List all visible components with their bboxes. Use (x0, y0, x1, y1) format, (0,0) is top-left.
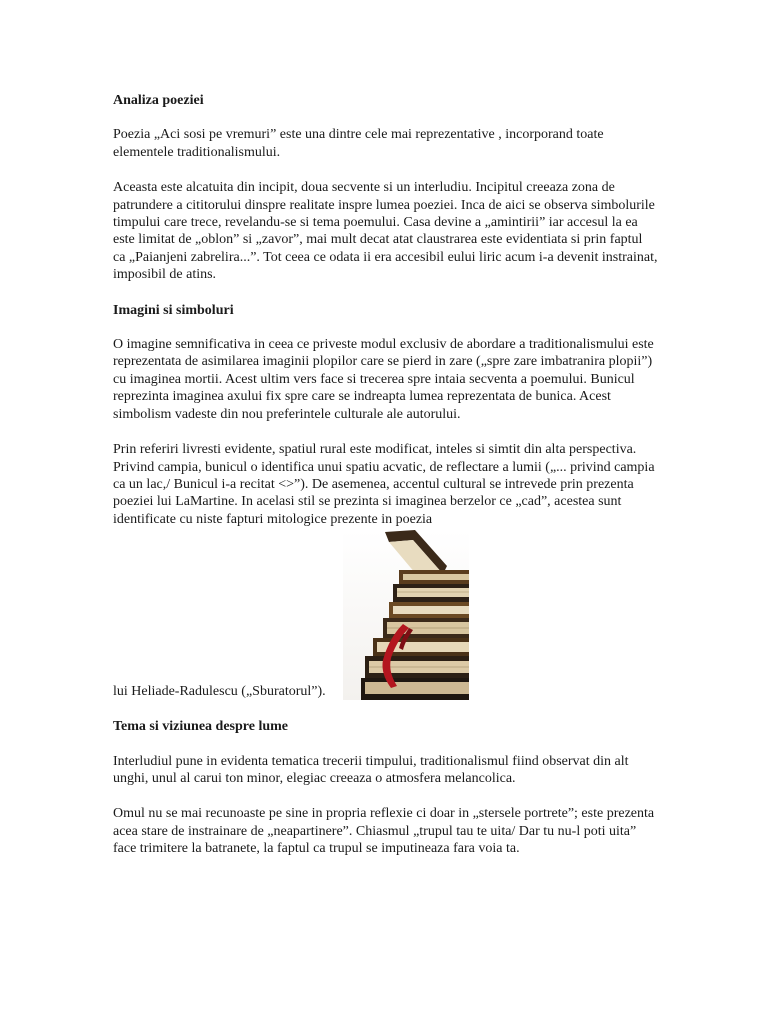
intro-paragraph: Poezia „Aci sosi pe vremuri” este una dintre cele mai reprezentative , incorporand toate elementele traditionalismului. (113, 127, 604, 160)
imagini-paragraph-2-tail: lui Heliade-Radulescu („Sburatorul”). (113, 683, 326, 699)
imagini-paragraph-2: Prin referiri livresti evidente, spatiul rural este modificat, inteles si simtit din alta perspectiva. Privind campia, bunicul o identifica unui spatiu acvatic, de reflectare a lumii („... privind campia ca un lac,/ Bunicul i-a recitat <>”). De asemenea, accentul cultural se intrevede prin prezenta poeziei lui LaMartine. In acelasi stil se prezinta si imaginea berzelor ce „cad”, acestea sunt identificate cu niste fapturi mitologice prezente in poezia (113, 442, 655, 527)
tema-paragraph-1: Interludiul pune in evidenta tematica trecerii timpului, traditionalismul fiind observat din alt unghi, unul al carui ton minor, elegiac creeaza o atmosfera melancolica. (113, 753, 629, 786)
inline-image-line (113, 528, 658, 700)
structure-paragraph: Aceasta este alcatuita din incipit, doua secvente si un interludiu. Incipitul creeaza zona de patrundere a cititorului dinspre realitate inspre lumea poeziei. Inca de aici se observa simbolurile timpului care trece, revelandu-se si tema poemului. Casa devine a „amintirii” iar accesul la ea este limitat de „oblon” si „zavor”, mai mult decat atat claustrarea este evidentiata si prin faptul ca „Paianjeni zabrelira...”. Tot ceea ce odata ii era accesibil eului liric acum i-a devenit instrainat, imposibil de atins. (113, 180, 658, 283)
tema-paragraph-2: Omul nu se mai recunoaste pe sine in propria reflexie ci doar in „stersele portrete”; este prezenta acea stare de instrainare de „neapartinere”. Chiasmul „trupul tau te uita/ Dar tu nu-l poti uita” face trimitere la batranete, la faptul ca trupul se imputineaza fara voia ta. (113, 806, 655, 857)
stacked-books-icon (343, 530, 469, 700)
section-heading-imagini: Imagini si simboluri (113, 302, 234, 318)
imagini-paragraph-1: O imagine semnificativa in ceea ce priveste modul exclusiv de abordare a traditionalismului este reprezentata de asimilarea imaginii plopilor care se pierd in zare („spre zare imbatranira plopii”) cu imaginea mortii. Acest ultim vers face si trecerea spre intaia secventa a poemului. Bunicul reprezinta imaginea axului fix spre care se indreapta lumea reprezentata de bunica. Acest simbolism vadeste din nou preferintele culturale ale autorului. (113, 337, 654, 422)
document-title: Analiza poeziei (113, 93, 204, 108)
section-heading-tema: Tema si viziunea despre lume (113, 719, 289, 735)
document-body (113, 92, 658, 858)
